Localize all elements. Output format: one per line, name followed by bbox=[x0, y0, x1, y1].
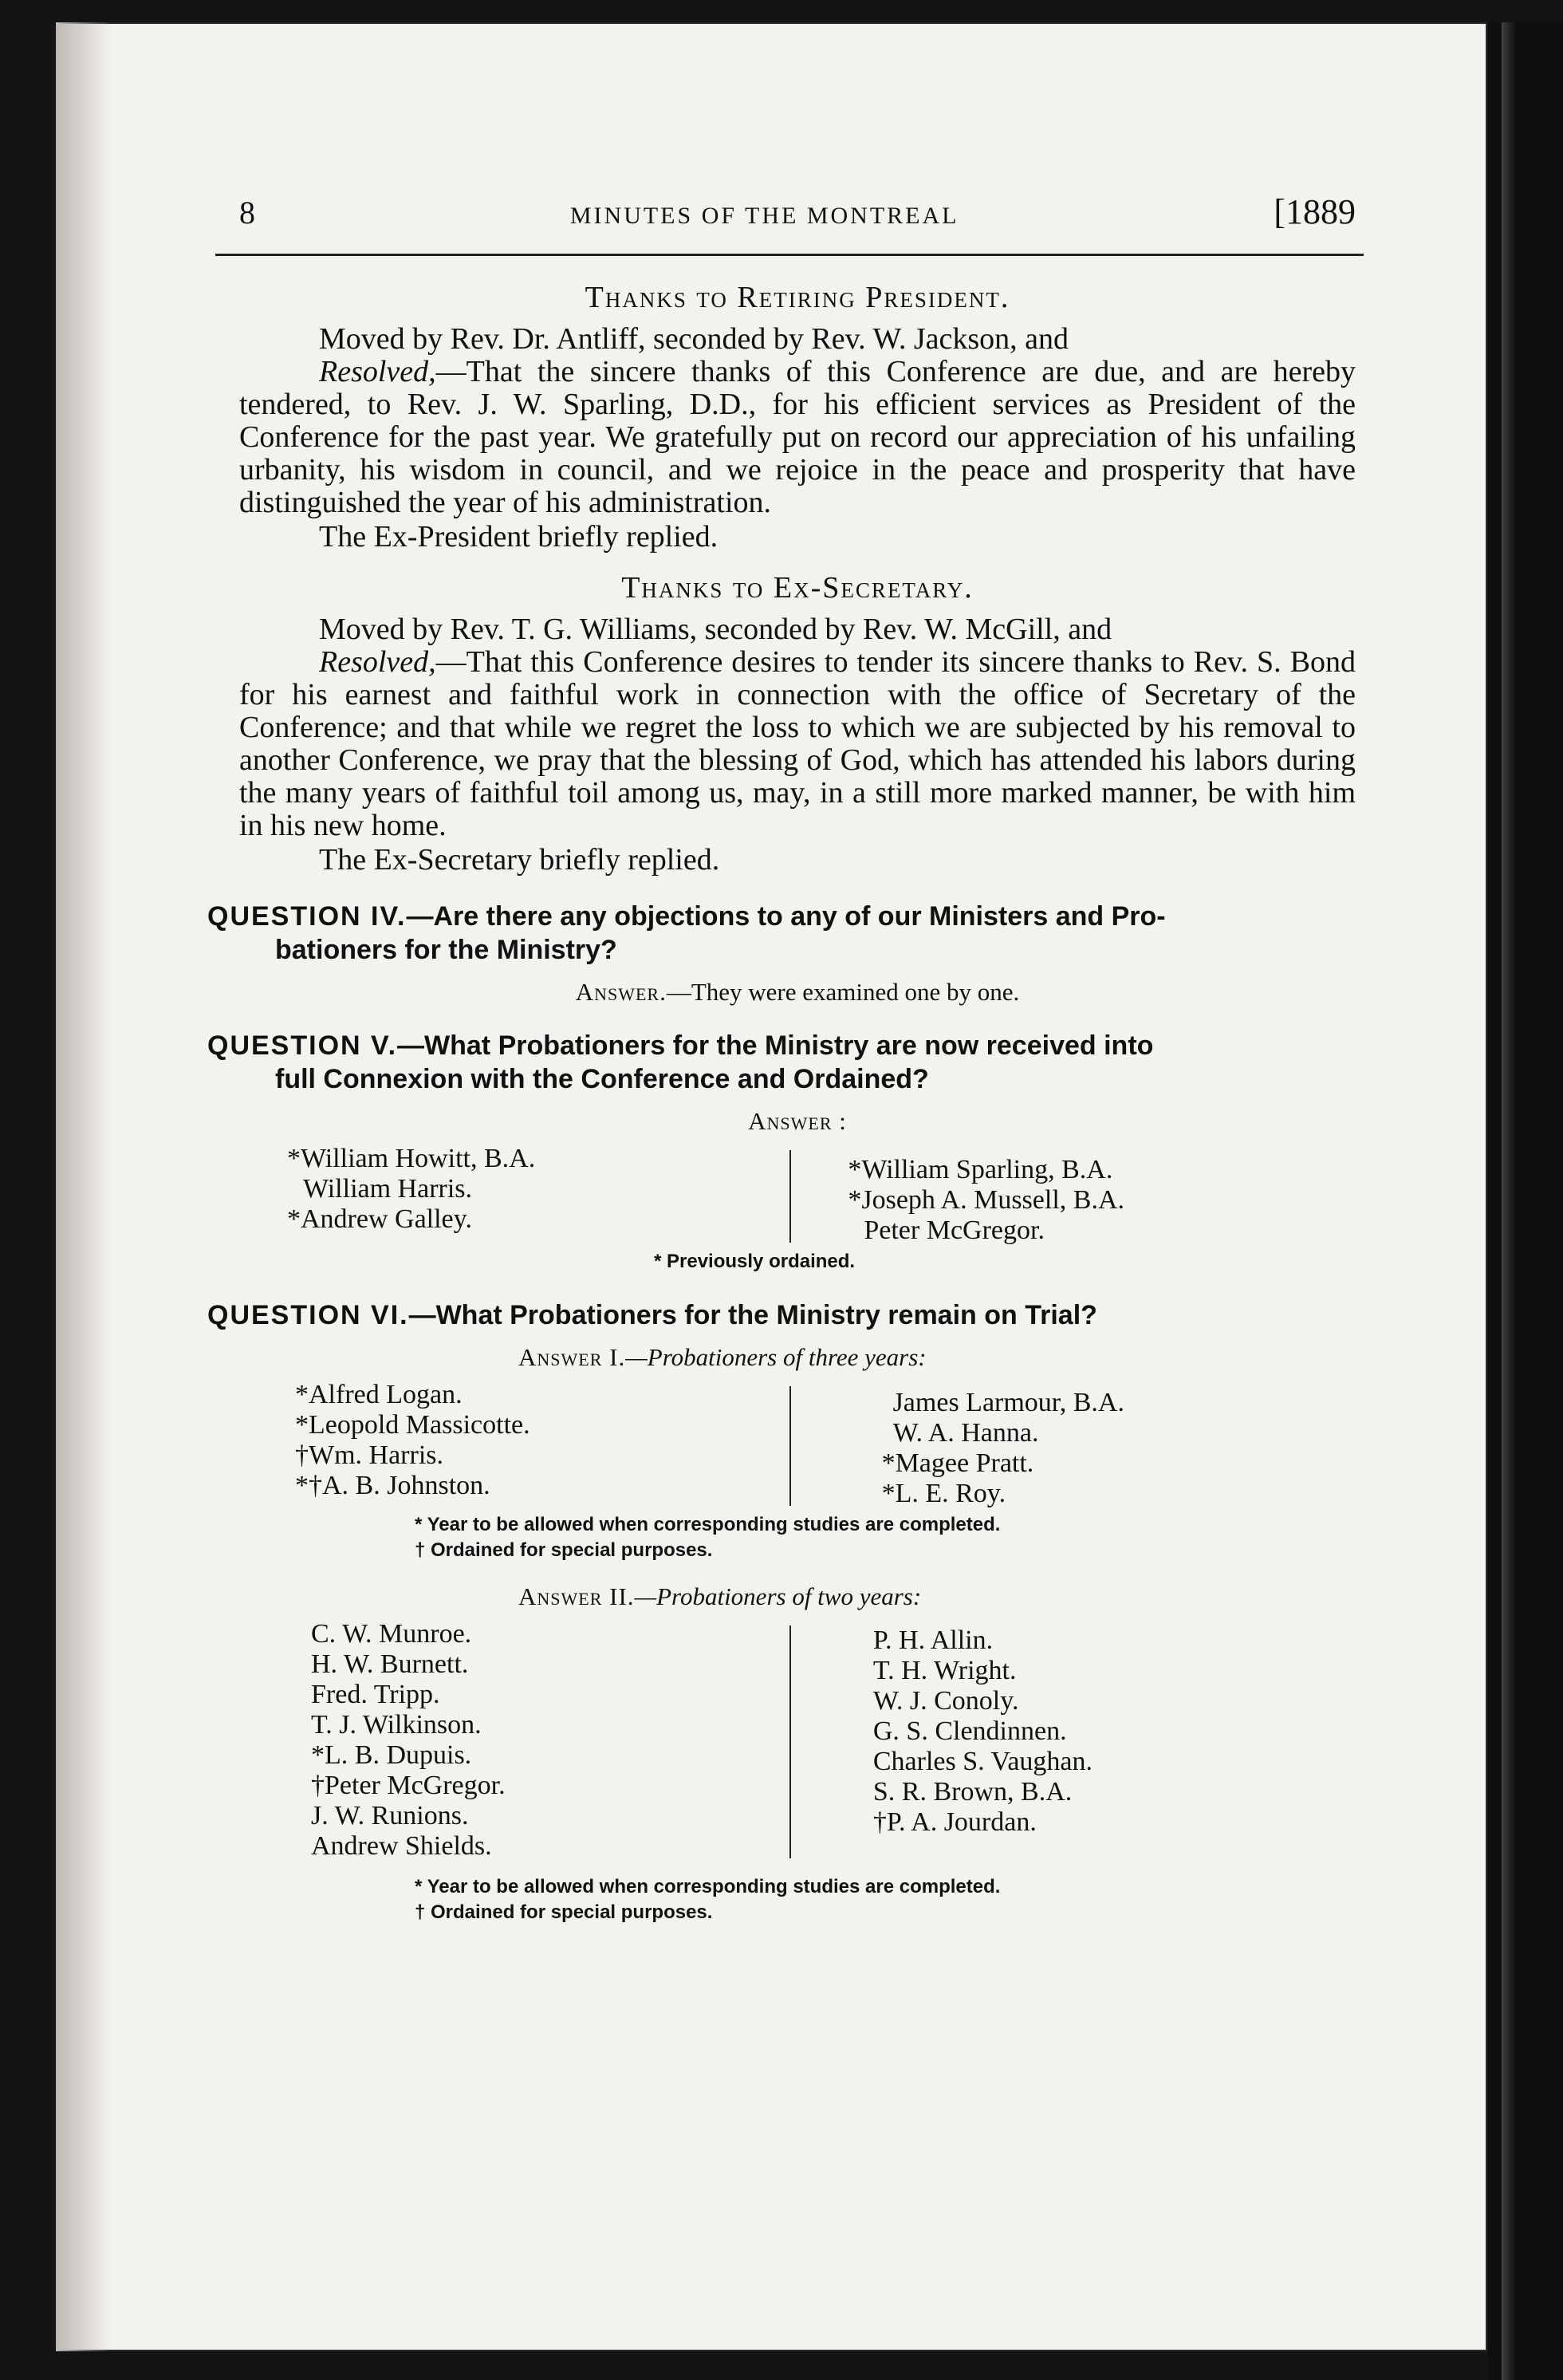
question-vi bbox=[207, 1298, 1356, 1332]
book-edge bbox=[1487, 22, 1563, 2380]
answer-line bbox=[239, 978, 1356, 1007]
question-iv bbox=[207, 900, 1356, 967]
names-right bbox=[882, 1388, 1124, 1509]
resolution-paragraph bbox=[239, 356, 1356, 519]
answer-text: —They were examined one by one. bbox=[666, 978, 1020, 1006]
name-item: James Larmour, B.A. bbox=[892, 1388, 1124, 1417]
name-item: *William Howitt, B.A. bbox=[287, 1144, 536, 1173]
answer-label: Answer I. bbox=[518, 1343, 626, 1371]
answer-label: Answer. bbox=[575, 978, 667, 1006]
names-right bbox=[873, 1625, 1093, 1862]
name-item: J. W. Runions. bbox=[311, 1801, 469, 1830]
resolution-text: —That this Conference desires to tender its sincere thanks to Rev. S. Bond for his earnest and faithful work in connection with the office of Secretary of the Conference; and that while we regret the loss to which we are subjected by his removal to another Conference, we pray that the blessing of God, which has attended his labors during the many years of faithful toil among us, may, in a still more marked manner, be with him in his new home. bbox=[239, 645, 1356, 842]
name-item: *Andrew Galley. bbox=[287, 1204, 472, 1234]
name-item: †P. A. Jourdan. bbox=[872, 1807, 1037, 1837]
name-item: S. R. Brown, B.A. bbox=[872, 1777, 1073, 1807]
answer-line bbox=[239, 1107, 1356, 1136]
question-label: QUESTION IV. bbox=[207, 901, 407, 932]
name-item: Andrew Shields. bbox=[311, 1831, 492, 1861]
running-head bbox=[239, 191, 1356, 247]
footnote: * Previously ordained. bbox=[654, 1251, 856, 1272]
page-number: 8 bbox=[239, 195, 255, 231]
name-item: P. H. Allin. bbox=[872, 1625, 994, 1655]
question-text: —What Probationers for the Ministry remain on Trial? bbox=[408, 1300, 1097, 1330]
question-text: —What Probationers for the Ministry are now received into bbox=[397, 1030, 1154, 1061]
column-divider bbox=[789, 1386, 791, 1506]
name-columns bbox=[239, 1619, 1356, 1862]
page-edge-strip bbox=[1502, 22, 1516, 2380]
name-columns bbox=[239, 1380, 1356, 1509]
name-item: Peter McGregor. bbox=[864, 1216, 1045, 1245]
answer-label: Answer II. bbox=[518, 1582, 635, 1610]
footnote: * Year to be allowed when corresponding studies are completed. bbox=[415, 1876, 1001, 1897]
question-label: QUESTION V. bbox=[207, 1030, 398, 1061]
resolution-paragraph bbox=[239, 646, 1356, 842]
section-title: Thanks to Retiring President. bbox=[585, 281, 1010, 314]
running-year: [1889 bbox=[1274, 192, 1356, 231]
name-item: T. H. Wright. bbox=[872, 1656, 1017, 1685]
name-item: *L. B. Dupuis. bbox=[311, 1740, 472, 1770]
answer-text: —Probationers of three years: bbox=[625, 1343, 927, 1371]
name-item: H. W. Burnett. bbox=[311, 1649, 469, 1679]
question-text: —Are there any objections to any of our Ministers and Pro- bbox=[406, 901, 1166, 932]
resolved-word: Resolved, bbox=[319, 645, 436, 679]
spine-shadow bbox=[56, 22, 112, 2351]
answer-line bbox=[239, 1343, 1356, 1372]
name-item: †Wm. Harris. bbox=[295, 1440, 444, 1470]
names-left bbox=[287, 1144, 535, 1246]
footnote: * Year to be allowed when corresponding studies are completed. bbox=[415, 1514, 1001, 1535]
column-divider bbox=[789, 1625, 791, 1858]
question-label: QUESTION VI. bbox=[207, 1300, 409, 1330]
reply-line: The Ex-Secretary briefly replied. bbox=[319, 843, 720, 877]
resolved-word: Resolved, bbox=[319, 355, 436, 388]
moved-line: Moved by Rev. Dr. Antliff, seconded by Rev. W. Jackson, and bbox=[319, 322, 1069, 356]
section-title: Thanks to Ex-Secretary. bbox=[621, 571, 974, 605]
name-item: *Leopold Massicotte. bbox=[295, 1410, 530, 1440]
names-left bbox=[295, 1380, 530, 1509]
name-item: *William Sparling, B.A. bbox=[848, 1155, 1113, 1184]
running-title: MINUTES OF THE MONTREAL bbox=[569, 203, 959, 229]
name-item: *L. E. Roy. bbox=[881, 1479, 1006, 1508]
name-item: G. S. Clendinnen. bbox=[872, 1716, 1067, 1746]
footnote: † Ordained for special purposes. bbox=[415, 1539, 713, 1561]
resolution-text: —That the sincere thanks of this Conference are due, and are hereby tendered, to Rev. J. W. Sparling, D.D., for his efficient services as President of the Conference for the past year. We gratefully put on record our appreciation of his unfailing urbanity, his wisdom in council, and we rejoice in the peace and prosperity that have distinguished the year of his administration. bbox=[239, 355, 1356, 519]
name-item: *Magee Pratt. bbox=[881, 1448, 1034, 1478]
name-item: Fred. Tripp. bbox=[311, 1680, 440, 1709]
name-item: Charles S. Vaughan. bbox=[872, 1747, 1093, 1776]
name-item: *†A. B. Johnston. bbox=[295, 1471, 490, 1500]
reply-line: The Ex-President briefly replied. bbox=[319, 520, 719, 554]
name-item: *Alfred Logan. bbox=[295, 1380, 463, 1409]
name-columns bbox=[239, 1144, 1356, 1246]
column-divider bbox=[789, 1150, 791, 1243]
answer-label: Answer : bbox=[748, 1107, 847, 1135]
name-item: C. W. Munroe. bbox=[311, 1619, 472, 1649]
answer-text: —Probationers of two years: bbox=[634, 1582, 922, 1610]
names-right bbox=[848, 1155, 1124, 1246]
question-v bbox=[207, 1029, 1356, 1096]
name-item: *Joseph A. Mussell, B.A. bbox=[848, 1185, 1124, 1215]
page-content bbox=[207, 191, 1356, 1925]
question-text-cont: full Connexion with the Conference and Ordained? bbox=[275, 1064, 929, 1094]
name-item: †Peter McGregor. bbox=[311, 1771, 506, 1800]
footnote: † Ordained for special purposes. bbox=[415, 1901, 713, 1923]
answer-line bbox=[239, 1582, 1356, 1611]
name-item: W. J. Conoly. bbox=[872, 1686, 1019, 1716]
name-item: William Harris. bbox=[303, 1174, 473, 1204]
name-item: W. A. Hanna. bbox=[892, 1418, 1039, 1448]
moved-line: Moved by Rev. T. G. Williams, seconded by Rev. W. McGill, and bbox=[319, 613, 1112, 646]
header-rule bbox=[215, 254, 1364, 256]
name-item: T. J. Wilkinson. bbox=[311, 1710, 482, 1740]
names-left bbox=[311, 1619, 506, 1862]
question-text-cont: bationers for the Ministry? bbox=[275, 935, 617, 965]
